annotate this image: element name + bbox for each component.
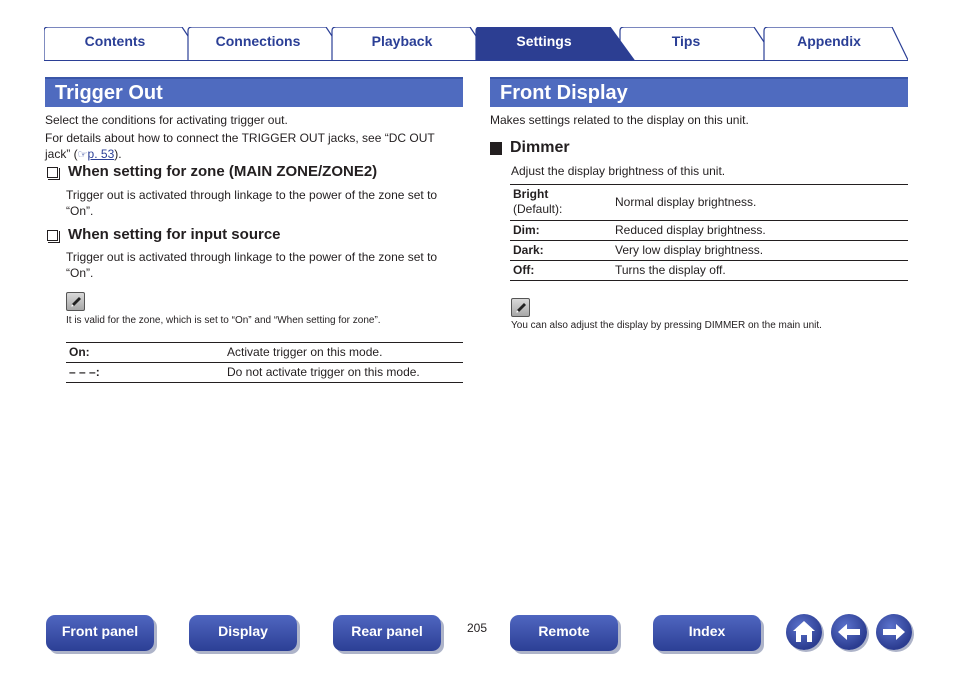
- trigger-out-details: [45, 130, 463, 163]
- trigger-out-title: Trigger Out: [45, 77, 463, 107]
- dimmer-heading: [490, 139, 570, 157]
- page-link[interactable]: p. 53: [87, 147, 115, 161]
- top-tab-bar: [44, 27, 908, 61]
- table-value: Reduced display brightness.: [612, 221, 908, 241]
- table-value: Turns the display off.: [612, 261, 908, 281]
- tab-playback[interactable]: Playback: [371, 33, 433, 49]
- tab-connections[interactable]: Connections: [215, 33, 301, 49]
- front-display-intro: Makes settings related to the display on this unit.: [490, 113, 749, 127]
- zone-heading-text: When setting for zone (MAIN ZONE/ZONE2): [68, 163, 378, 180]
- table-key: On:: [66, 343, 224, 363]
- back-button[interactable]: [831, 614, 867, 650]
- page-number: 205: [466, 621, 488, 635]
- arrow-right-icon: [876, 614, 912, 650]
- table-row: [510, 185, 908, 221]
- zone-text: Trigger out is activated through linkage to the power of the zone set to “On”.: [66, 188, 438, 218]
- note-pencil-icon: [511, 298, 530, 317]
- source-heading-text: When setting for input source: [68, 226, 281, 243]
- remote-button[interactable]: Remote: [510, 615, 618, 651]
- table-row: [66, 343, 463, 363]
- tab-tips[interactable]: Tips: [671, 33, 701, 49]
- table-value: Normal display brightness.: [612, 185, 908, 221]
- home-icon: [786, 614, 822, 650]
- dimmer-text: Adjust the display brightness of this unit.: [511, 164, 726, 178]
- table-key: Dim:: [510, 221, 612, 241]
- table-row: [66, 363, 463, 383]
- table-key: Dark:: [510, 241, 612, 261]
- index-button[interactable]: Index: [653, 615, 761, 651]
- zone-heading: [47, 163, 377, 181]
- table-value: Do not activate trigger on this mode.: [224, 363, 463, 383]
- arrow-left-icon: [831, 614, 867, 650]
- front-display-title: Front Display: [490, 77, 908, 107]
- front-panel-button[interactable]: Front panel: [46, 615, 154, 651]
- details-prefix: For details about how to connect the TRIGGER OUT jacks, see “DC OUT jack” (: [45, 131, 435, 161]
- trigger-out-table: [66, 342, 463, 383]
- table-row: [510, 221, 908, 241]
- checkbox-icon: [47, 230, 58, 241]
- page-reference-icon: ☞: [77, 149, 88, 161]
- table-row: [510, 261, 908, 281]
- front-display-note: You can also adjust the display by pressing DIMMER on the main unit.: [511, 320, 822, 331]
- table-value: Activate trigger on this mode.: [224, 343, 463, 363]
- note-pencil-icon: [66, 292, 85, 311]
- table-key-main: Bright: [513, 187, 549, 201]
- tab-contents[interactable]: Contents: [84, 33, 146, 49]
- table-row: [510, 241, 908, 261]
- forward-button[interactable]: [876, 614, 912, 650]
- details-suffix: ).: [114, 147, 122, 161]
- square-bullet-icon: [490, 142, 502, 155]
- table-key: – – –:: [66, 363, 224, 383]
- table-key: [510, 185, 612, 221]
- trigger-out-note: It is valid for the zone, which is set to “On” and “When setting for zone”.: [66, 315, 381, 326]
- trigger-out-intro: Select the conditions for activating trigger out.: [45, 113, 288, 127]
- source-heading: [47, 226, 281, 244]
- table-key: Off:: [510, 261, 612, 281]
- rear-panel-button[interactable]: Rear panel: [333, 615, 441, 651]
- dimmer-heading-text: Dimmer: [510, 139, 570, 156]
- display-button[interactable]: Display: [189, 615, 297, 651]
- tab-appendix[interactable]: Appendix: [797, 33, 861, 49]
- source-text: Trigger out is activated through linkage to the power of the zone set to “On”.: [66, 250, 438, 280]
- table-value: Very low display brightness.: [612, 241, 908, 261]
- table-key-sub: (Default):: [513, 202, 563, 216]
- dimmer-table: [510, 184, 908, 281]
- home-button[interactable]: [786, 614, 822, 650]
- tab-settings[interactable]: Settings: [516, 33, 572, 49]
- checkbox-icon: [47, 167, 58, 178]
